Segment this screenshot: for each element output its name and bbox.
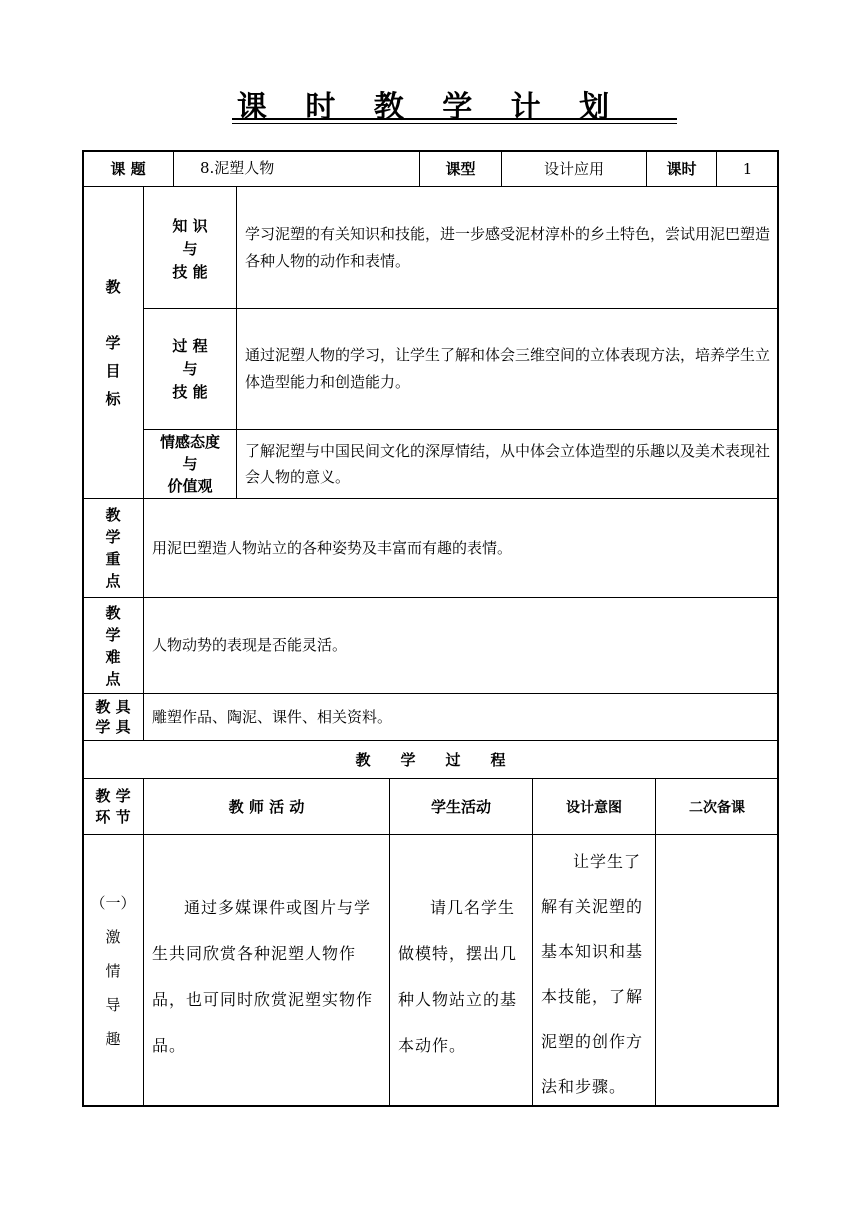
col-student-header: 学生活动 bbox=[389, 778, 533, 835]
col-teacher-header: 教 师 活 动 bbox=[143, 778, 390, 835]
second-prep-cell bbox=[655, 834, 779, 1107]
hours-label: 课时 bbox=[646, 150, 717, 187]
hours-value: 1 bbox=[716, 150, 779, 187]
key-points-text: 用泥巴塑造人物站立的各种姿势及丰富而有趣的表情。 bbox=[143, 498, 779, 598]
process-label: 过 程 与 技 能 bbox=[143, 308, 237, 430]
difficulties-text: 人物动势的表现是否能灵活。 bbox=[143, 597, 779, 694]
process-text: 通过泥塑人物的学习，让学生了解和体会三维空间的立体表现方法，培养学生立体造型能力和创造能力。 bbox=[236, 308, 779, 430]
tools-text: 雕塑作品、陶泥、课件、相关资料。 bbox=[143, 693, 779, 741]
type-label: 课型 bbox=[419, 150, 502, 187]
objectives-label: 教 学 目 标 bbox=[82, 186, 144, 499]
col-intent-header: 设计意图 bbox=[532, 778, 656, 835]
knowledge-label: 知 识 与 技 能 bbox=[143, 186, 237, 309]
process-heading: 教 学 过 程 bbox=[82, 740, 779, 779]
design-intent-cell: 让学生了解有关泥塑的基本知识和基本技能，了解泥塑的创作方法和步骤。 bbox=[532, 834, 656, 1107]
topic-label: 课 题 bbox=[82, 150, 174, 187]
attitude-label: 情感态度 与 价值观 bbox=[143, 429, 237, 499]
student-activity-cell: 请几名学生做模特，摆出几种人物站立的基本动作。 bbox=[389, 834, 533, 1107]
attitude-text: 了解泥塑与中国民间文化的深厚情结，从中体会立体造型的乐趣以及美术表现社会人物的意义。 bbox=[236, 429, 779, 499]
key-points-label: 教 学 重 点 bbox=[82, 498, 144, 598]
tools-label: 教 具 学 具 bbox=[82, 693, 144, 741]
knowledge-text: 学习泥塑的有关知识和技能，进一步感受泥材淳朴的乡土特色，尝试用泥巴塑造各种人物的动作和表情。 bbox=[236, 186, 779, 309]
page-title: 课 时 教 学 计 划 bbox=[236, 90, 624, 125]
col-second-header: 二次备课 bbox=[655, 778, 779, 835]
title-underline-thin bbox=[232, 123, 677, 124]
topic-value: 8.泥塑人物 bbox=[173, 150, 420, 187]
type-value: 设计应用 bbox=[501, 150, 647, 187]
title-underline bbox=[232, 118, 677, 120]
col-stage-header: 教 学 环 节 bbox=[82, 778, 144, 835]
stage-cell: （一） 激 情 导 趣 bbox=[82, 834, 144, 1107]
teacher-activity-cell: 通过多媒课件或图片与学生共同欣赏各种泥塑人物作品，也可同时欣赏泥塑实物作品。 bbox=[143, 834, 390, 1107]
difficulties-label: 教 学 难 点 bbox=[82, 597, 144, 694]
